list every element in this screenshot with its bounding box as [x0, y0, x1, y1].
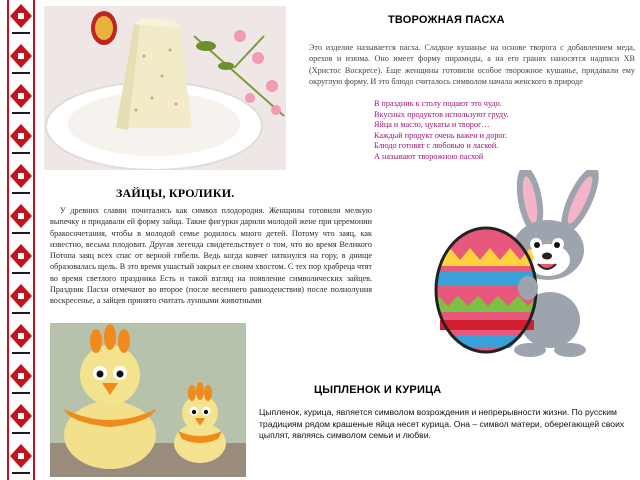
poem-line: В праздник к столу подают это чудо.: [374, 99, 502, 108]
poem-line: А называют творожною пасхой: [374, 151, 484, 161]
bunny-easter-egg-illustration: [430, 170, 630, 360]
paskha-poem: [374, 99, 508, 163]
paskha-title: ТВОРОЖНАЯ ПАСХА: [388, 14, 505, 26]
chicken-title: ЦЫПЛЕНОК И КУРИЦА: [314, 384, 442, 396]
crochet-chicks-photo: [50, 323, 246, 477]
poem-line: Вкусных продуктов используют груду.: [374, 109, 509, 119]
poem-line: Блюдо готовят с любовью и лаской.: [374, 141, 499, 151]
poem-line: Каждый продукт очень важен и дорог.: [374, 130, 507, 140]
hares-title: ЗАЙЦЫ, КРОЛИКИ.: [116, 186, 235, 200]
paskha-cake-photo: [44, 6, 286, 170]
poem-line: Яйца и масло, цукаты и творог…: [374, 120, 490, 130]
chicken-text: Цыпленок, курица, является символом возрождения и непрерывности жизни. По русским традициям рядом крашеные яйца несет курица. Она – символ матери, оберегающей своих цыплят, являясь символом семьи и любви.: [259, 407, 625, 440]
hares-text: У древних славян почитались как символ плодородия. Женщины готовили мелкую выпечку и придавали ей форму зайца. Такие фигурки дарили молодой жене при церемонии бракосочетания, чтобы в молодой семье родилось много детей. Потому что заяц, как известно, весьма плодовит. Другая легенда свидетельствует о том, что во время Великого Потопа заяц всех спас от верной гибели. Ведь когда ковчег наткнулся на гору, в днище образовалась щель. В это время ушастый закрыл ее своим хвостом. С тех пор храбреца чтят во время светлого праздника Есть и такой взгляд на появление символических зайцев. Праздник Пасхи отмечают во второе (после весеннего равноденствия) после полнолуния воскресенье, а зайцев принято считать лунными животными: [50, 206, 372, 306]
embroidered-border: [6, 0, 36, 480]
paskha-text: Это изделие называется пасха. Сладкое кушанье на основе творога с добавлением меда, орехов и изюма. Оно имеет форму пирамиды, а на его гранях наносятся надписи ХВ (Христос Воскресе). Еще женщины готовили особое творожное кушанье, придавали ему округлую форму. И это блюдо считалось символом начала женского в природе: [309, 43, 635, 86]
